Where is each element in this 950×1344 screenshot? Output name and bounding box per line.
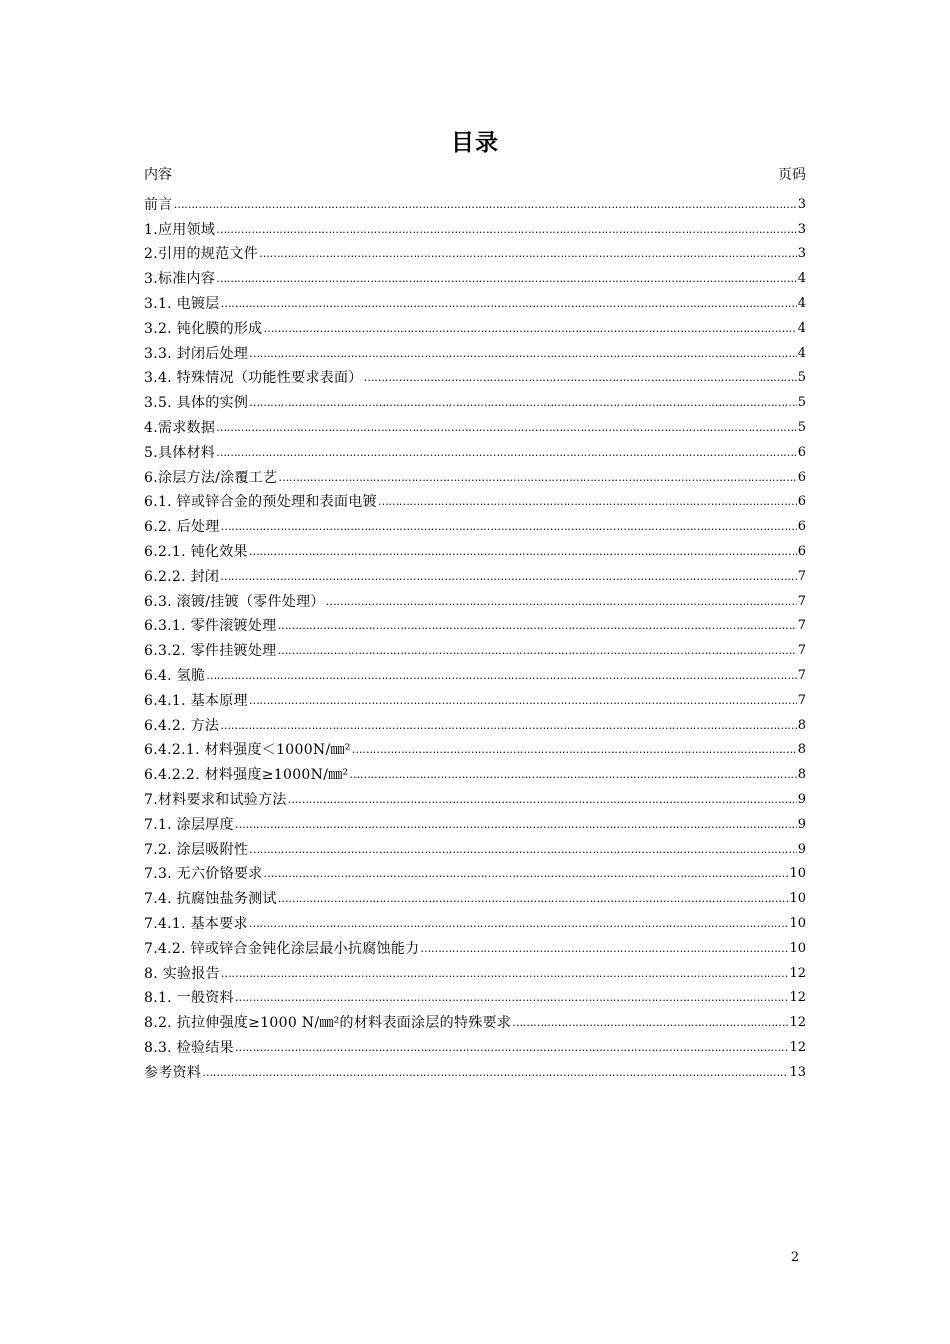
toc-entry[interactable] xyxy=(144,735,806,760)
toc-header xyxy=(144,164,806,186)
toc-entry[interactable] xyxy=(144,214,806,239)
toc-entry-page: 10 xyxy=(789,891,806,907)
toc-entry-label: 6.4.2.1. 材料强度＜1000N/㎜² xyxy=(144,742,351,759)
toc-entry-label: 8.1. 一般资料 xyxy=(144,990,234,1007)
toc-entry-page: 13 xyxy=(789,1064,806,1080)
toc-dot-leader xyxy=(378,493,797,511)
toc-dot-leader xyxy=(216,444,797,462)
toc-entry-label: 7.4.2. 锌或锌合金钝化涂层最小抗腐蚀能力 xyxy=(144,940,420,957)
toc-entry-page: 8 xyxy=(797,742,806,758)
toc-entry-page: 12 xyxy=(789,1039,806,1055)
toc-entry[interactable] xyxy=(144,536,806,561)
toc-entry-page: 6 xyxy=(797,494,806,510)
toc-entry-page: 7 xyxy=(797,667,806,683)
toc-entry-label: 7.材料要求和试验方法 xyxy=(144,791,287,808)
toc-entry-page: 10 xyxy=(789,940,806,956)
toc-entry[interactable] xyxy=(144,834,806,859)
toc-dot-leader xyxy=(235,1039,789,1057)
toc-entry-label: 6.2.2. 封闭 xyxy=(144,568,220,585)
toc-header-page: 页码 xyxy=(778,167,806,183)
toc-dot-leader xyxy=(326,593,797,611)
toc-entry[interactable] xyxy=(144,338,806,363)
toc-entry-label: 6.4.2. 方法 xyxy=(144,717,220,734)
toc-entry-page: 6 xyxy=(797,543,806,559)
toc-entry-page: 4 xyxy=(797,295,806,311)
toc-entry-page: 9 xyxy=(797,816,806,832)
toc-entry[interactable] xyxy=(144,313,806,338)
toc-entry-label: 7.4. 抗腐蚀盐务测试 xyxy=(144,891,277,908)
toc-dot-leader xyxy=(216,221,797,239)
toc-dot-leader xyxy=(235,989,789,1007)
toc-dot-leader xyxy=(249,543,797,561)
toc-dot-leader xyxy=(277,617,796,635)
toc-entry-label: 6.4.1. 基本原理 xyxy=(144,692,248,709)
toc-dot-leader xyxy=(221,295,797,313)
toc-entry[interactable] xyxy=(144,263,806,288)
toc-entry-label: 6.4. 氢脆 xyxy=(144,667,206,684)
toc-dot-leader xyxy=(352,741,797,759)
toc-dot-leader xyxy=(288,791,797,809)
toc-entry-page: 7 xyxy=(797,618,806,634)
toc-entry-page: 4 xyxy=(797,271,806,287)
toc-dot-leader xyxy=(174,196,797,214)
toc-entry-label: 参考资料 xyxy=(144,1064,202,1081)
toc-entry-page: 12 xyxy=(789,1015,806,1031)
toc-entry-page: 7 xyxy=(797,568,806,584)
toc-entry[interactable] xyxy=(144,660,806,685)
toc-entry[interactable] xyxy=(144,611,806,636)
toc-dot-leader xyxy=(278,469,796,487)
toc-entry[interactable] xyxy=(144,239,806,264)
toc-entry-page: 10 xyxy=(789,866,806,882)
toc-entry[interactable] xyxy=(144,809,806,834)
toc-dot-leader xyxy=(263,320,796,338)
toc-dot-leader xyxy=(216,270,797,288)
toc-entry-label: 8.2. 抗拉伸强度≥1000 N/㎜²的材料表面涂层的特殊要求 xyxy=(144,1015,512,1032)
toc-entry[interactable] xyxy=(144,883,806,908)
toc-entry-label: 前言 xyxy=(144,196,173,213)
toc-entry[interactable] xyxy=(144,1007,806,1032)
toc-entry-label: 3.标准内容 xyxy=(144,271,216,288)
toc-header-content: 内容 xyxy=(144,167,172,183)
toc-entry[interactable] xyxy=(144,189,806,214)
toc-entry-page: 8 xyxy=(797,767,806,783)
toc-entry-label: 3.1. 电镀层 xyxy=(144,295,220,312)
toc-entry-page: 9 xyxy=(797,791,806,807)
toc-entry[interactable] xyxy=(144,487,806,512)
toc-entry-label: 7.2. 涂层吸附性 xyxy=(144,841,249,858)
toc-entry[interactable] xyxy=(144,511,806,536)
toc-dot-leader xyxy=(249,345,797,363)
toc-entry[interactable] xyxy=(144,387,806,412)
toc-dot-leader xyxy=(349,766,796,784)
toc-entry-page: 7 xyxy=(797,643,806,659)
toc-entry-page: 12 xyxy=(789,965,806,981)
toc-entry-page: 3 xyxy=(797,221,806,237)
toc-entry[interactable] xyxy=(144,685,806,710)
toc-entry[interactable] xyxy=(144,586,806,611)
toc-entry-label: 1.应用领域 xyxy=(144,221,216,238)
toc-dot-leader xyxy=(512,1014,788,1032)
toc-dot-leader xyxy=(206,667,796,685)
toc-entry-label: 6.3.2. 零件挂镀处理 xyxy=(144,643,277,660)
toc-entry-page: 7 xyxy=(797,593,806,609)
toc-entry[interactable] xyxy=(144,288,806,313)
toc-entry[interactable] xyxy=(144,1032,806,1057)
toc-entry-page: 7 xyxy=(797,692,806,708)
toc-entry[interactable] xyxy=(144,635,806,660)
toc-entry-page: 4 xyxy=(797,320,806,336)
toc-entry-label: 3.4. 特殊情况（功能性要求表面） xyxy=(144,370,363,387)
page-number: 2 xyxy=(790,1250,800,1265)
toc-entry-page: 6 xyxy=(797,519,806,535)
toc-dot-leader xyxy=(216,419,797,437)
toc-entry[interactable] xyxy=(144,983,806,1008)
toc-title: 目录 xyxy=(451,130,499,156)
toc-dot-leader xyxy=(202,1064,788,1082)
toc-entry-label: 7.4.1. 基本要求 xyxy=(144,915,248,932)
toc-dot-leader xyxy=(249,915,789,933)
toc-entry[interactable] xyxy=(144,412,806,437)
toc-entry[interactable] xyxy=(144,859,806,884)
toc-entry[interactable] xyxy=(144,908,806,933)
toc-entry-page: 6 xyxy=(797,444,806,460)
toc-entry-page: 12 xyxy=(789,990,806,1006)
toc-dot-leader xyxy=(220,568,796,586)
toc-entry-label: 6.3. 滚镀/挂镀（零件处理） xyxy=(144,593,325,610)
toc-dot-leader xyxy=(364,369,797,387)
toc-entry-page: 5 xyxy=(797,419,806,435)
toc-dot-leader xyxy=(249,394,797,412)
toc-dot-leader xyxy=(278,890,789,908)
toc-entry-label: 7.1. 涂层厚度 xyxy=(144,816,234,833)
toc-entry-label: 8. 实验报告 xyxy=(144,965,220,982)
toc-entry-label: 8.3. 检验结果 xyxy=(144,1039,234,1056)
toc-entry-page: 5 xyxy=(797,395,806,411)
toc-entry-page: 9 xyxy=(797,841,806,857)
toc-dot-leader xyxy=(221,965,789,983)
toc-dot-leader xyxy=(263,865,788,883)
toc-entry-label: 5.具体材料 xyxy=(144,444,216,461)
toc-entry-label: 3.2. 钝化膜的形成 xyxy=(144,320,263,337)
toc-list xyxy=(144,189,806,1082)
toc-entry-label: 6.涂层方法/涂覆工艺 xyxy=(144,469,278,486)
toc-dot-leader xyxy=(249,841,797,859)
toc-dot-leader xyxy=(249,692,797,710)
toc-entry-page: 6 xyxy=(797,469,806,485)
toc-entry[interactable] xyxy=(144,958,806,983)
toc-entry[interactable] xyxy=(144,784,806,809)
toc-entry[interactable] xyxy=(144,933,806,958)
toc-dot-leader xyxy=(221,518,797,536)
toc-entry-label: 6.1. 锌或锌合金的预处理和表面电镀 xyxy=(144,494,377,511)
toc-entry-page: 10 xyxy=(789,915,806,931)
toc-entry-label: 6.4.2.2. 材料强度≥1000N/㎜² xyxy=(144,767,349,784)
toc-dot-leader xyxy=(235,816,797,834)
toc-entry-label: 6.2. 后处理 xyxy=(144,519,220,536)
toc-entry[interactable] xyxy=(144,363,806,388)
toc-entry[interactable] xyxy=(144,462,806,487)
toc-entry-page: 3 xyxy=(797,246,806,262)
toc-entry-label: 7.3. 无六价铬要求 xyxy=(144,866,263,883)
toc-dot-leader xyxy=(220,717,796,735)
toc-dot-leader xyxy=(259,245,797,263)
toc-entry-label: 6.3.1. 零件滚镀处理 xyxy=(144,618,277,635)
toc-entry-label: 6.2.1. 钝化效果 xyxy=(144,543,248,560)
toc-entry-page: 3 xyxy=(797,196,806,212)
toc-entry-page: 8 xyxy=(797,717,806,733)
toc-entry-label: 3.5. 具体的实例 xyxy=(144,395,249,412)
toc-entry[interactable] xyxy=(144,1057,806,1082)
toc-entry-label: 3.3. 封闭后处理 xyxy=(144,345,249,362)
toc-entry-page: 4 xyxy=(797,345,806,361)
toc-dot-leader xyxy=(277,642,796,660)
toc-entry-label: 2.引用的规范文件 xyxy=(144,246,259,263)
toc-entry-label: 4.需求数据 xyxy=(144,419,216,436)
toc-entry[interactable] xyxy=(144,561,806,586)
toc-entry[interactable] xyxy=(144,710,806,735)
toc-entry[interactable] xyxy=(144,759,806,784)
toc-dot-leader xyxy=(420,940,788,958)
toc-entry-page: 5 xyxy=(797,370,806,386)
toc-entry[interactable] xyxy=(144,437,806,462)
